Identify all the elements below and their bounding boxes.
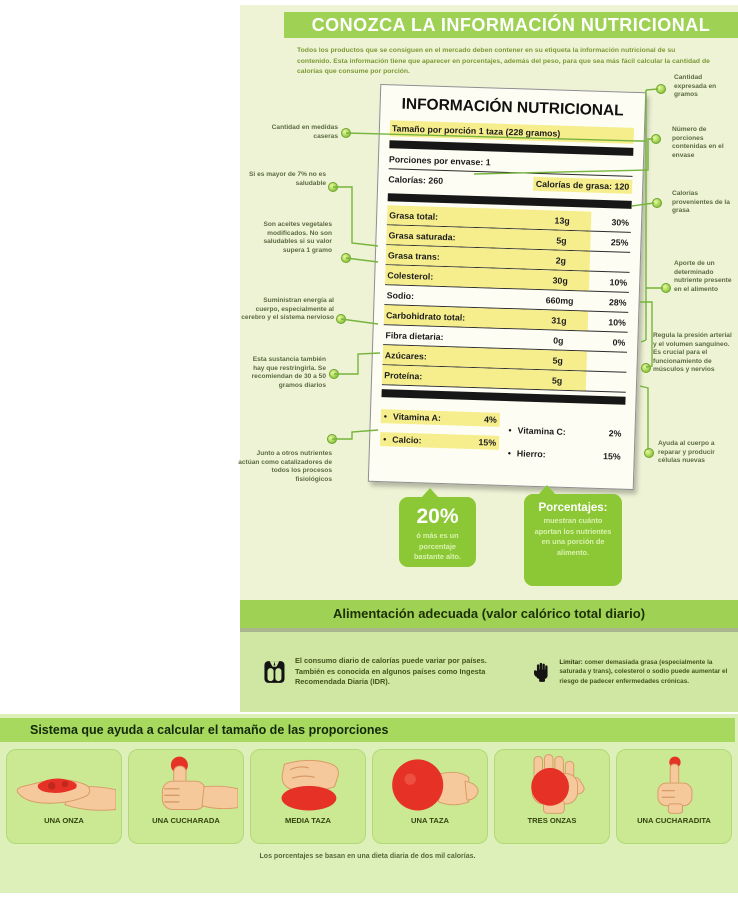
limit-block [534, 646, 734, 698]
nutrient-row: Grasa trans: 2g [386, 245, 631, 273]
annotation-left-6: Junto a otros nutrientes actúan como catalizadores de todos los procesos fisiológicos [238, 450, 332, 483]
open-palm-with-nuts-icon [12, 753, 116, 815]
portion-footnote: Los porcentajes se basan en una dieta diaria de dos mil calorías. [259, 853, 476, 860]
connector-dot [644, 448, 654, 458]
annotation-left-4: Suministran energía al cuerpo, especialmente al cerebro y el sistema nervioso [241, 297, 334, 322]
annotation-left-5: Esta sustancia también hay que restringirla. Se recomiendan de 30 a 50 gramos diarios [251, 356, 326, 389]
portion-card-media-taza: MEDIA TAZA [250, 749, 366, 844]
micro-row: • Vitamina C: 2% [505, 423, 624, 441]
connector-dot [327, 434, 337, 444]
portion-card-una-taza: UNA TAZA [372, 749, 488, 844]
stop-hand-icon [534, 646, 549, 698]
callout-porcentajes [524, 494, 622, 586]
connector-dot [661, 283, 671, 293]
annotation-left-2: Si es mayor de 7% no es saludable [249, 171, 326, 187]
connector-dot [328, 182, 338, 192]
portion-section [0, 714, 738, 893]
callout-body: ó más es un porcentaje bastante alto. [413, 531, 462, 562]
nutrient-row: Grasa saturada: 5g 25% [386, 225, 631, 253]
portion-section-title: Sistema que ayuda a calcular el tamaño de las proporciones [0, 718, 735, 742]
portion-card-una-onza: UNA ONZA [6, 749, 122, 844]
connector-dot [341, 253, 351, 263]
limit-text: Limitar: comer demasiada grasa (especialmente la saturada y trans), colesterol o sodio puede aumentar el riesgo de padecer enfermedades crónicas. [559, 659, 728, 685]
calories-from-fat-value: Calorías de grasa: 120 [533, 177, 633, 194]
nutrition-label-heading: INFORMACIÓN NUTRICIONAL [401, 95, 624, 120]
nutrient-row: Carbohidrato total: 31g 10% [384, 305, 629, 333]
callout-20-percent [399, 497, 476, 567]
annotation-left-1: Cantidad en medidas caseras [271, 124, 338, 140]
callout-headline: Porcentajes: [538, 502, 608, 514]
scale-icon [264, 646, 285, 698]
portion-card-una-cucharadita: UNA CUCHARADITA [616, 749, 732, 844]
connector-dot [329, 369, 339, 379]
annotation-left-3: Son aceites vegetales modificados. No son saludables si su valor supera 1 gramo [263, 221, 332, 254]
connector-dot [641, 363, 651, 373]
adequate-section-body [240, 632, 738, 712]
index-finger-icon [622, 753, 726, 815]
thumb-up-icon [134, 753, 238, 815]
serving-size-row: Tamaño por porción 1 taza (228 gramos) [390, 120, 634, 144]
hand-holding-ball-icon [378, 753, 482, 815]
micro-row: • Vitamina A: 4% [381, 409, 500, 427]
adequate-section-title: Alimentación adecuada (valor calórico total diario) [240, 600, 738, 628]
intro-paragraph: Todos los productos que se consiguen en el mercado deben contener en su etiqueta la información nutricional de su contenido. Esta información tiene que aparecer en porcentajes, además del peso, para que sea más fácil calcular la cantidad de calorías que consume por porción. [297, 47, 710, 76]
connector-dot [652, 198, 662, 208]
annotation-right-5: Regula la presión arterial y el volumen sanguíneo. Es crucial para el funcionamiento de músculos y nervios [653, 332, 732, 374]
portion-card-tres-onzas: TRES ONZAS [494, 749, 610, 844]
fist-half-cup-icon [256, 753, 360, 815]
calories-value: Calorías: 260 [388, 174, 444, 186]
annotation-right-6: Ayuda al cuerpo a reparar y producir células nuevas [658, 440, 715, 465]
connector-dot [341, 128, 351, 138]
callout-body: muestran cuánto aportan los nutrientes en una porción de alimento. [534, 516, 612, 557]
annotation-right-3: Calorías provenientes de la grasa [672, 190, 730, 215]
nutrient-row: Grasa total: 13g 30% [387, 205, 632, 233]
connector-dot [656, 84, 666, 94]
micro-row: • Calcio: 15% [380, 432, 499, 450]
open-palm-three-ounces-icon [500, 753, 604, 815]
page-title: CONOZCA LA INFORMACIÓN NUTRICIONAL [284, 12, 738, 38]
daily-intake-block [264, 646, 514, 698]
nutrient-row: Fibra dietaria: 0g 0% [383, 325, 628, 353]
nutrient-row: Colesterol: 30g 10% [385, 265, 630, 293]
annotation-right-4: Aporte de un determinado nutriente presente en el alimento [674, 260, 732, 293]
nutrient-row: Proteína: 5g [382, 365, 627, 393]
connector-dot [336, 314, 346, 324]
micronutrients [380, 401, 626, 464]
annotation-right-2: Número de porciones contenidas en el envase [672, 126, 724, 159]
nutrition-label [368, 84, 646, 490]
micro-row: • Hierro: 15% [505, 446, 624, 464]
nutrient-row: Sodio: 660mg 28% [384, 285, 629, 313]
connector-dot [651, 134, 661, 144]
servings-per-container-row: Porciones por envase: 1 [389, 152, 633, 177]
annotation-right-1: Cantidad expresada en gramos [674, 74, 717, 99]
limit-bold: Limitar: [559, 659, 583, 667]
nutrient-row: Azúcares: 5g [382, 345, 627, 373]
daily-intake-text: El consumo diario de calorías puede variar por países. También es conocida en algunos países como Ingesta Recomendada Diaria (IDR). [294, 655, 487, 687]
portion-card-una-cucharada: UNA CUCHARADA [128, 749, 244, 844]
callout-headline: 20% [416, 505, 459, 528]
